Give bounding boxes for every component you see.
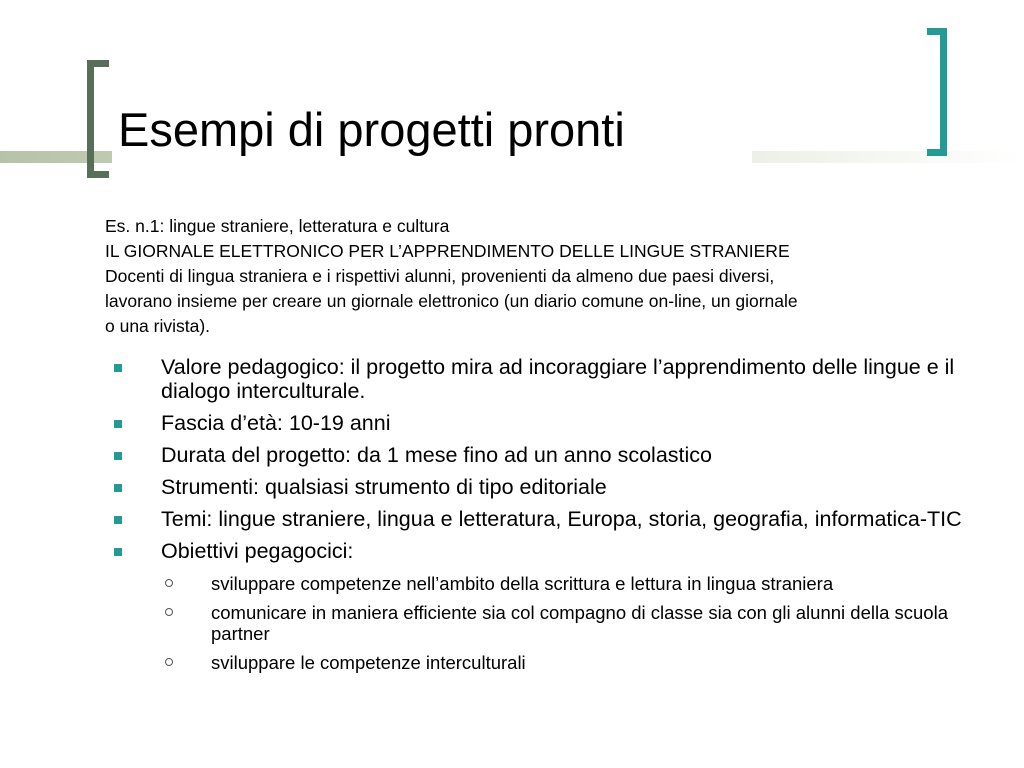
bullet-text: Temi: lingue straniere, lingua e letteratura, Europa, storia, geografia, informatica-TIC [161, 507, 962, 531]
sub-bullet-item [161, 573, 962, 594]
intro-line: IL GIORNALE ELETTRONICO PER L’APPRENDIMENTO DELLE LINGUE STRANIERE [105, 241, 790, 261]
square-bullet-icon [114, 420, 122, 428]
left-bracket-decoration [87, 60, 109, 178]
bullet-text: Durata del progetto: da 1 mese fino ad un anno scolastico [161, 443, 712, 467]
bullet-item [112, 539, 962, 673]
sub-bullet-list [161, 573, 962, 673]
bullet-item [112, 443, 962, 467]
sub-bullet-text: sviluppare le competenze interculturali [211, 652, 526, 673]
square-bullet-icon [114, 452, 122, 460]
intro-line: o una rivista). [105, 316, 211, 336]
slide-title: Esempi di progetti pronti [118, 103, 625, 156]
bullet-text: Strumenti: qualsiasi strumento di tipo editoriale [161, 475, 607, 499]
square-bullet-icon [114, 516, 122, 524]
intro-text [105, 214, 965, 339]
intro-line: Es. n.1: lingue straniere, letteratura e cultura [105, 216, 450, 236]
intro-line: lavorano insieme per creare un giornale elettronico (un diario comune on-line, un giornale [105, 291, 798, 311]
circle-bullet-icon [165, 658, 173, 666]
bullet-item [112, 507, 962, 531]
sub-bullet-text: comunicare in maniera efficiente sia col compagno di classe sia con gli alunni della scuola partner [211, 602, 948, 644]
bullet-list [112, 355, 962, 681]
sub-bullet-text: sviluppare competenze nell’ambito della scrittura e lettura in lingua straniera [211, 573, 834, 594]
bullet-item [112, 475, 962, 499]
bullet-item [112, 411, 962, 435]
bullet-text: Valore pedagogico: il progetto mira ad incoraggiare l’apprendimento delle lingue e il dialogo interculturale. [161, 355, 955, 403]
bullet-text: Obiettivi pegagocici: [161, 539, 354, 563]
intro-line: Docenti di lingua straniera e i rispettivi alunni, provenienti da almeno due paesi diversi, [105, 266, 775, 286]
square-bullet-icon [114, 484, 122, 492]
right-bracket-decoration [927, 28, 947, 156]
circle-bullet-icon [165, 608, 173, 616]
sub-bullet-item [161, 602, 962, 644]
bullet-item [112, 355, 962, 403]
square-bullet-icon [114, 548, 122, 556]
bullet-text: Fascia d’età: 10-19 anni [161, 411, 391, 435]
circle-bullet-icon [165, 579, 173, 587]
square-bullet-icon [114, 364, 122, 372]
sub-bullet-item [161, 652, 962, 673]
